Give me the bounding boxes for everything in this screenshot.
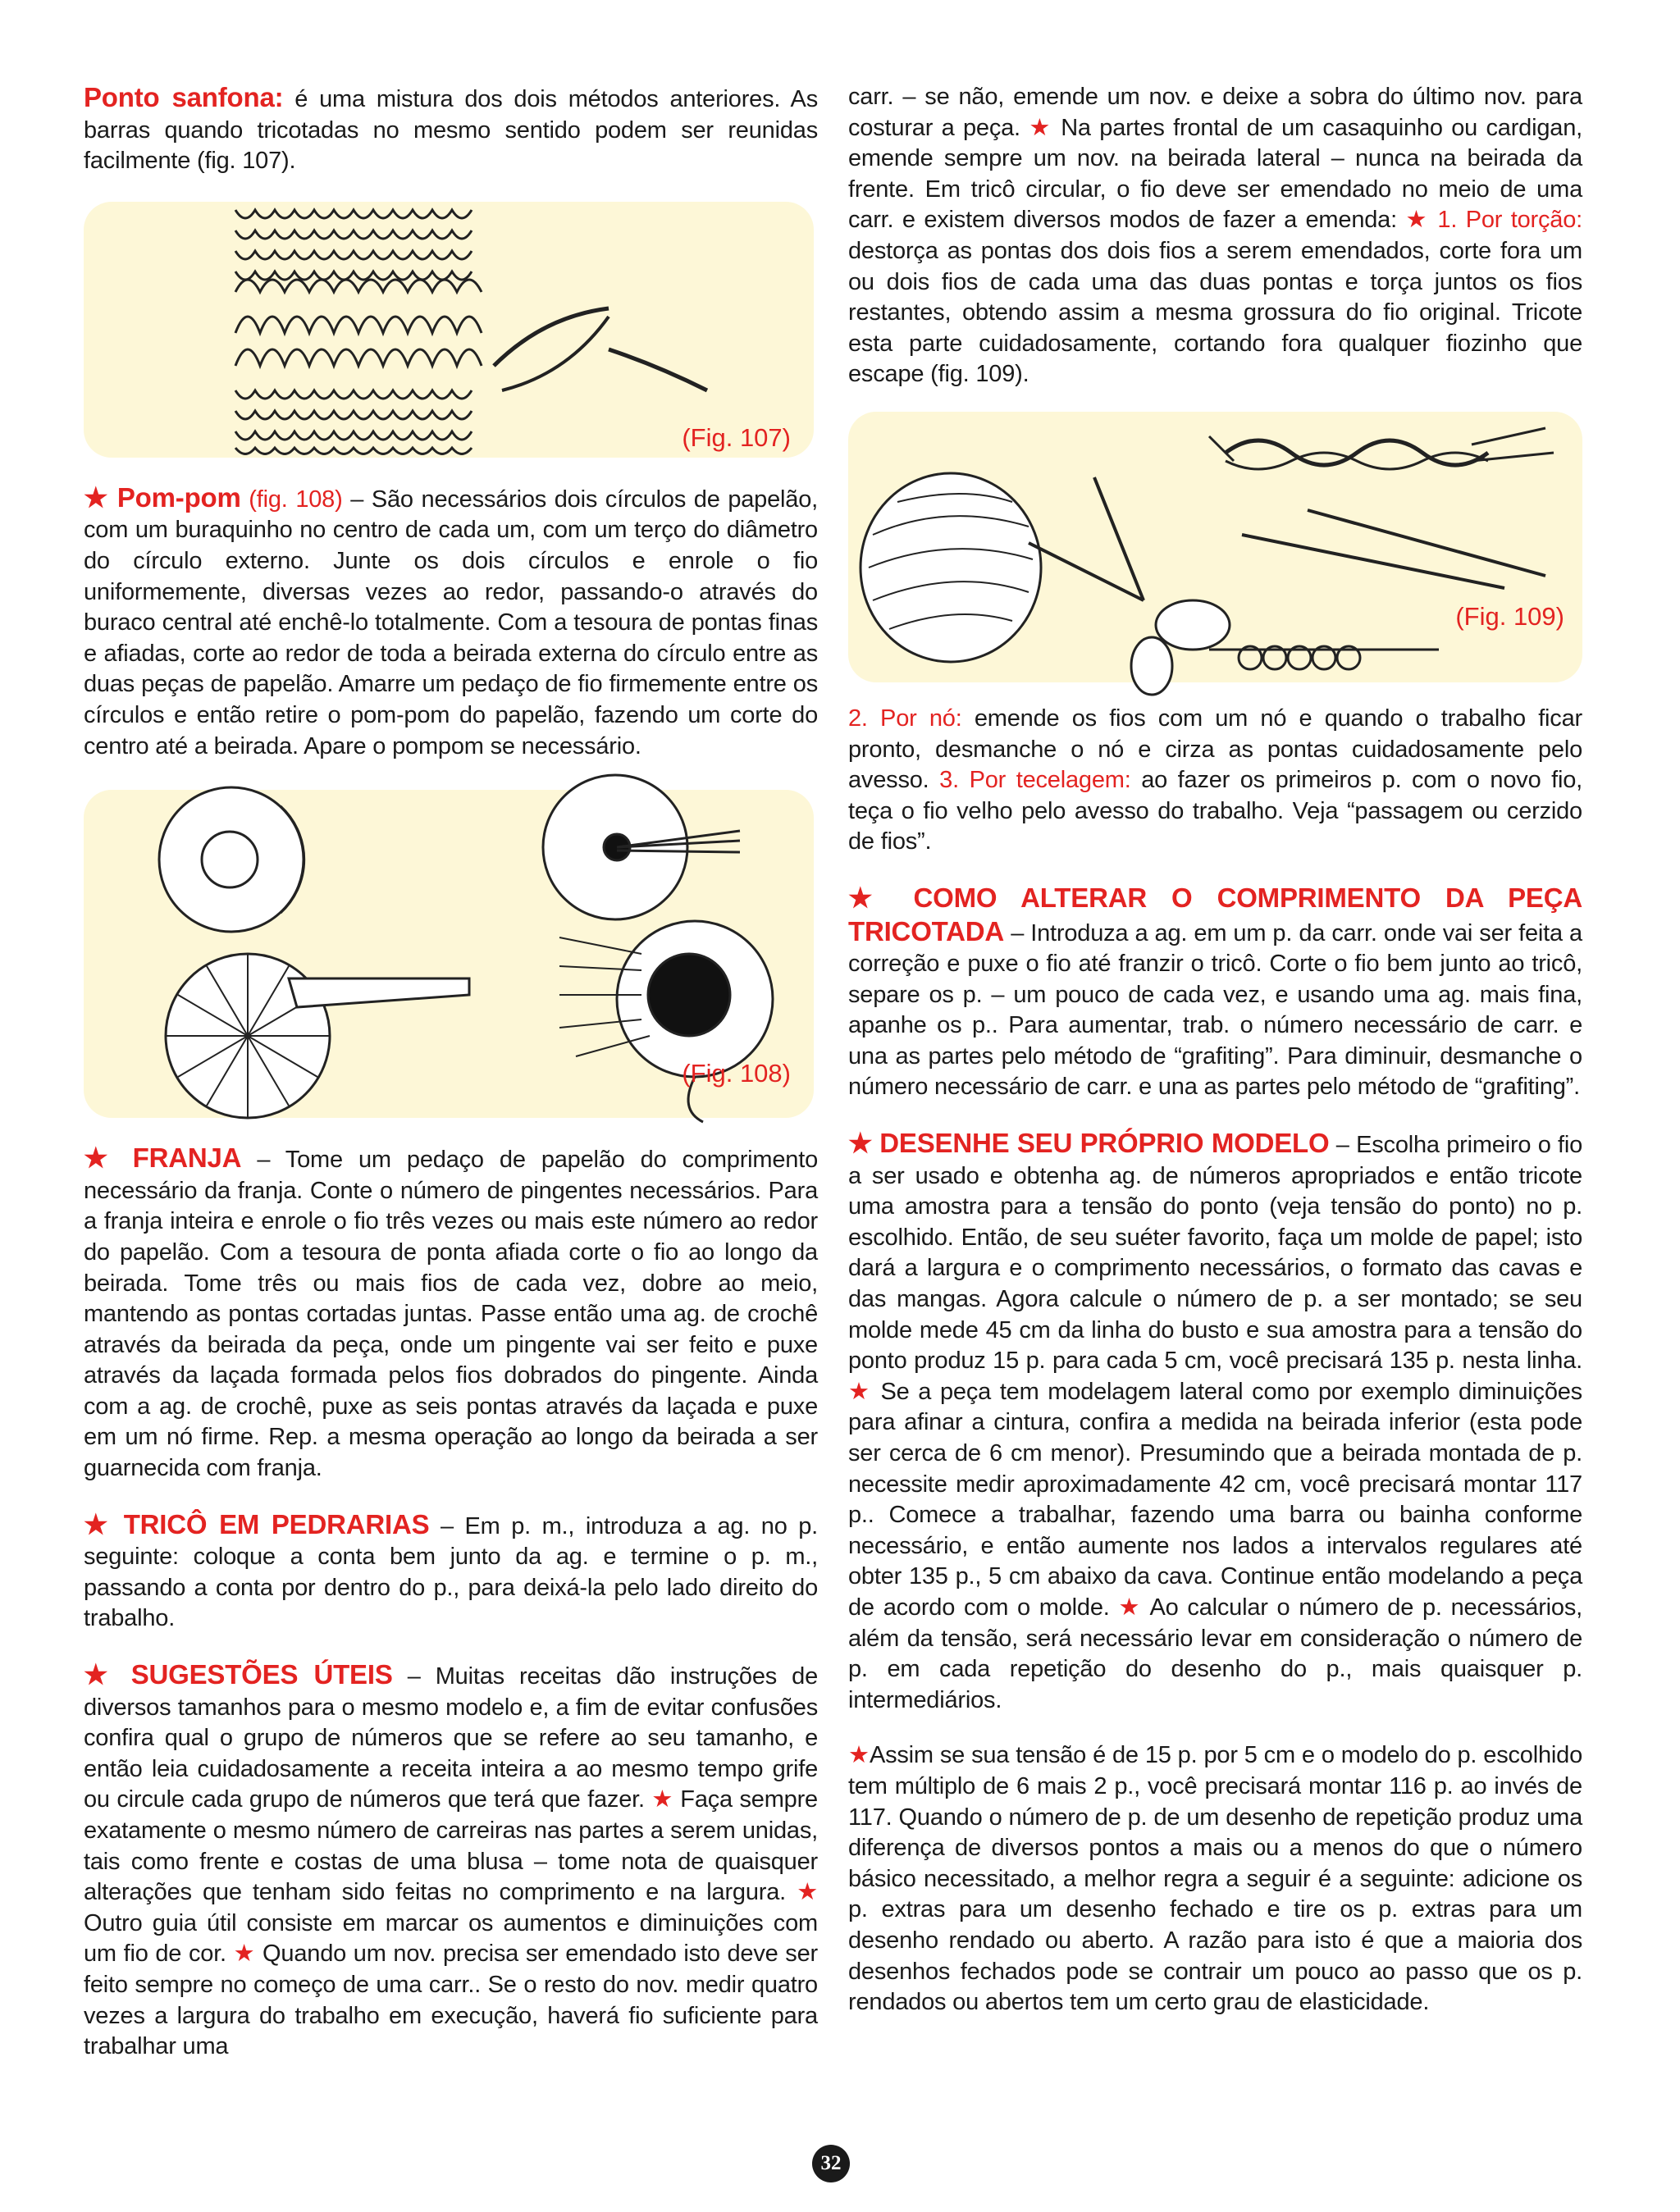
figure-109 — [848, 412, 1582, 682]
text-franja: – Tome um pedaço de papelão do comprimento necessário da franja. Conte o número de pingentes necessários. Para a franja inteira e enrole o fio três vezes ou mais este número ao redor do papelão. Com a tesoura de ponta afiada corte o fio ao longo da beirada. Tome três ou mais fios de cada vez, dobre ao meio, mantendo as pontas cortadas juntas. Passe então uma ag. de crochê através da beirada da peça, onde um pingente vai ser feito e puxe através da laçada formada pelos fios dobrados do pingente. Ainda com a ag. de crochê, puxe as seis pontas através da laçada e puxe em um nó firme. Rep. a mesma operação ao longo da beirada a ser guarnecida com franja. — [84, 1147, 819, 1482]
ref-fig-108: (fig. 108) — [240, 486, 343, 513]
paragraph-pom-pom — [84, 482, 818, 762]
text-pom-pom: – São necessários dois círculos de papelão, com um buraquinho no centro de cada um, com um terço do diâmetro do círculo externo. Junte os dois círculos e enrole o fio uniformemente, diversas vezes ao redor, passando-o através do buraco central até enchê-lo totalmente. Com a tesoura de pontas finas e afiadas, corte ao redor de toda a beirada externa do círculo entre as duas peças de papelão. Amarre um pedaço de fio firmemente entre os círculos e então retire o pom-pom do papelão, fazendo um corte do centro até a beirada. Apare o pompom se necessário. — [84, 486, 818, 759]
star-icon: ★ — [1405, 207, 1429, 234]
stitch-rows — [235, 210, 482, 454]
text-ponto-sanfona: é uma mistura dos dois métodos anteriores. As barras quando tricotadas no mesmo sentido podem ser reunidas facilmente (fig. 107). — [84, 86, 818, 175]
heading-sugestoes-uteis: SUGESTÕES ÚTEIS — [130, 1659, 393, 1690]
knitting-stitch-illustration — [84, 202, 814, 458]
heading-ponto-sanfona: Ponto sanfona: — [84, 82, 284, 112]
method-torcao: 1. Por torção: — [1428, 207, 1582, 234]
star-icon: ★ — [233, 1941, 256, 1968]
paragraph-tensao-exemplo — [848, 1740, 1582, 2018]
method-no: 2. Por nó: — [848, 705, 962, 732]
star-icon: ★ — [848, 1742, 870, 1769]
heading-trico-pedrarias: TRICÔ EM PEDRARIAS — [123, 1508, 430, 1539]
text-alterar-comprimento: – Introduza a ag. em um p. da carr. onde vai ser feita a correção e puxe o fio até franzir o tricô. Corte o fio bem junto ao tricô, separe os p. – um pouco de cada vez, e usando uma ag. mais fina, apanhe os p.. Para aumentar, trab. o número necessário de carr. e una as partes pelo método de “grafiting”. Para diminuir, desmanche o número necessário de carr. e una as partes pelo método de “grafiting”. — [848, 919, 1582, 1101]
star-icon: ★ — [1029, 114, 1052, 141]
figure-108 — [84, 790, 814, 1118]
text-trico-pedrarias: – Em p. m., introduza a ag. no p. seguinte: coloque a conta bem junto da ag. e termine o p. m., passando a conta por dentro do p., para deixá-la pelo lado direito do trabalho. — [84, 1512, 818, 1632]
paragraph-franja — [84, 1142, 818, 1485]
paragraph-alterar-comprimento — [848, 883, 1582, 1103]
text-tensao-exemplo: Assim se sua tensão é de 15 p. por 5 cm e o modelo do p. escolhido tem múltiplo de 6 mais 2 p., você precisará montar 116 p. ao invés de 117. Quando o número de p. de um desenho de repetição produz uma diferença de diversos pontos a mais ou a menos do que o número básico necessitado, a melhor regra a seguir é a seguinte: adicione os p. extras para um desenho fechado e tire os p. extras para um desenho rendado ou aberto. A razão para isto é que a maioria dos desenhos fechados pode se contrair um pouco ao passo que os p. rendados ou abertos tem um certo grau de elasticidade. — [848, 1742, 1582, 2016]
method-tecelagem: 3. Por tecelagem: — [939, 767, 1131, 794]
paragraph-sugestoes-uteis: ★ SUGESTÕES ÚTEIS – Muitas receitas dão instruções de diversos tamanhos para o mesmo modelo e, a fim de evitar confusões confira qual o grupo de números que se refere ao seu tamanho, e então leia cuidadosamente a receita inteira a ao mesmo tempo grife ou circule cada grupo de números que terá que fazer. ★ Faça sempre exatamente o mesmo número de carreiras nas partes a serem unidas, tais como frente e costas de uma blusa – tome nota de quaisquer alterações que tenham sido feitas no comprimento e na largura. ★ Outro guia útil consiste em marcar os aumentos e diminuições com um fio de cor. ★ Quando um nov. precisa ser emendado isto deve ser feito sempre no começo de uma carr.. Se o resto do nov. medir quatro vezes a largura do trabalho em execução, haverá fio suficiente para trabalhar uma — [84, 1659, 818, 2060]
star-icon: ★ — [848, 882, 890, 913]
star-icon: ★ — [84, 1142, 117, 1174]
star-icon: ★ — [84, 481, 110, 513]
star-icon: ★ — [84, 1508, 113, 1539]
star-icon: ★ — [84, 1659, 116, 1690]
fig-109-label: (Fig. 109) — [1455, 601, 1564, 631]
star-icon: ★ — [1118, 1594, 1143, 1621]
paragraph-emenda: carr. – se não, emende um nov. e deixe a sobra do último nov. para costurar a peça. ★ Na partes frontal de um casaquinho ou cardigan, emende sempre um nov. na beirada lateral – nunca na beirada da frente. Em tricô circular, o fio deve ser emendado no meio de uma carr. e existem diversos modos de fazer a emenda: ★ 1. Por torção: destorça as pontas dos dois fios a serem emendados, corte fora um ou dois fios de cada uma das duas pontas e torça juntos os fios restantes, obtendo assim a mesma grossura do fio original. Tricote esta parte cuidadosamente, cortando fora qualquer fiozinho que escape (fig. 109). — [848, 84, 1582, 388]
heading-pom-pom: Pom-pom — [116, 481, 241, 513]
star-icon: ★ — [848, 1378, 872, 1405]
left-column — [84, 82, 818, 2063]
right-column — [848, 82, 1582, 2018]
fig-107-label: (Fig. 107) — [682, 422, 791, 452]
star-icon: ★ — [797, 1879, 818, 1906]
heading-franja: FRANJA — [132, 1142, 242, 1174]
heading-alterar-comprimento: COMO ALTERAR O COMPRIMENTO DA PEÇA TRICOTADA — [848, 882, 1583, 946]
figure-107 — [84, 202, 814, 458]
paragraph-ponto-sanfona — [84, 82, 818, 177]
paragraph-trico-pedrarias — [84, 1509, 818, 1635]
fig-108-label: (Fig. 108) — [682, 1059, 791, 1088]
star-icon: ★ — [848, 1128, 873, 1159]
paragraph-no-tecelagem: 2. Por nó: emende os fios com um nó e quando o trabalho ficar pronto, desmanche o nó e cirza as pontas cuidadosamente pelo avesso. 3. Por tecelagem: ao fazer os primeiros p. com o novo fio, teça o fio velho pelo avesso do trabalho. Veja “passagem ou cerzido de fios”. — [848, 705, 1582, 855]
page-number: 32 — [812, 2145, 850, 2182]
yarn-join-illustration — [848, 412, 1582, 682]
paragraph-desenhe-modelo: ★ DESENHE SEU PRÓPRIO MODELO – Escolha primeiro o fio a ser usado e obtenha ag. de números apropriados e então tricote uma amostra para a tensão do ponto (veja tensão do ponto) no p. escolhido. Então, de seu suéter favorito, faça um molde de papel; isto dará a largura e o comprimento necessários, o formato das cavas e das mangas. Agora calcule o número de p. a ser montado; se seu molde mede 45 cm da linha do busto e sua amostra para a tensão do ponto produz 15 p. para cada 5 cm, você precisará 135 p. nesta linha. ★ Se a peça tem modelagem lateral como por exemplo diminuições para afinar a cintura, confira a medida na beirada inferior (esta pode ser cerca de 6 cm menor). Presumindo que a beirada montada de p. necessite medir aproximadamente 42 cm, você precisará montar 117 p.. Comece a trabalhar, fazendo uma barra ou bainha conforme necessário, e então aumente nos lados a intervalos regulares até obter 135 p., 5 cm abaixo da cava. Continue então modelando a peça de acordo com o molde. ★ Ao calcular o número de p. necessários, além da tensão, será necessário levar em consideração o número de p. em cada repetição do desenho do p., mais quaisquer p. intermediários. — [848, 1128, 1583, 1713]
heading-desenhe-modelo: DESENHE SEU PRÓPRIO MODELO — [879, 1128, 1330, 1159]
star-icon: ★ — [651, 1786, 673, 1813]
